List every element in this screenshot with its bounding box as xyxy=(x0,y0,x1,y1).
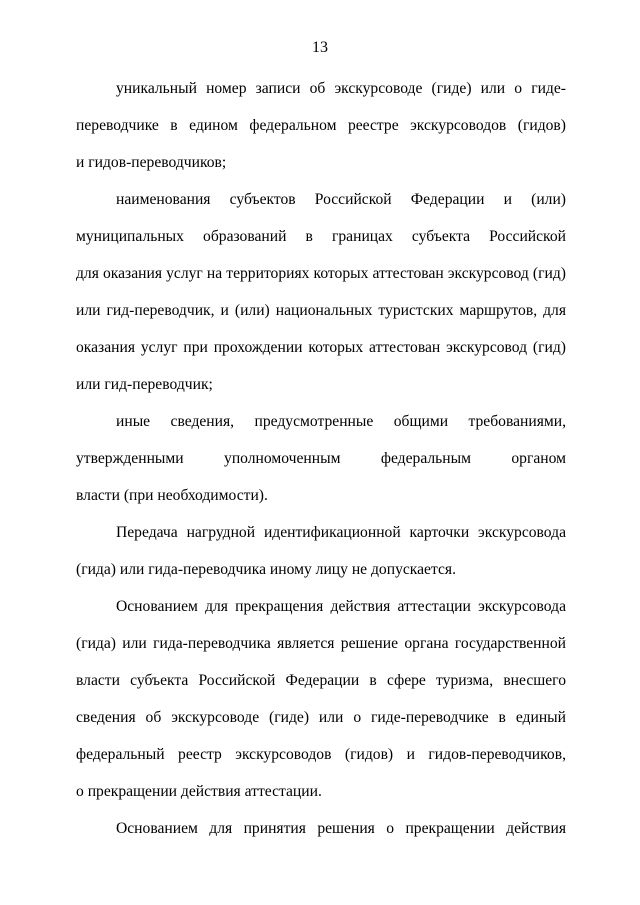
text-line: для оказания услуг на территориях которых аттестован экскурсовод (гид) xyxy=(76,265,566,282)
paragraph-registry-number xyxy=(76,70,566,181)
text-line: наименования субъектов Российской Федерации и (или) xyxy=(116,191,566,208)
paragraph-decision-grounds xyxy=(76,810,566,847)
text-line: переводчике в едином федеральном реестре экскурсоводов (гидов) xyxy=(76,117,566,134)
text-line: Передача нагрудной идентификационной карточки экскурсовода xyxy=(116,524,566,541)
paragraph-card-transfer xyxy=(76,514,566,588)
text-line: или гид-переводчик, и (или) национальных туристских маршрутов, для xyxy=(76,302,566,319)
text-line: муниципальных образований в границах субъекта Российской xyxy=(76,228,566,245)
text-line: власти субъекта Российской Федерации в сфере туризма, внесшего xyxy=(76,672,566,689)
text-line: о прекращении действия аттестации. xyxy=(76,783,322,800)
paragraph-other-info xyxy=(76,403,566,514)
text-line: Основанием для принятия решения о прекращении действия xyxy=(116,820,566,837)
page-number: 13 xyxy=(312,39,328,56)
paragraph-subjects-names xyxy=(76,181,566,403)
text-line: или гид-переводчик; xyxy=(76,376,213,393)
text-line: сведения об экскурсоводе (гиде) или о гиде-переводчике в единый xyxy=(76,709,566,726)
text-line: утвержденными уполномоченным федеральным органом xyxy=(76,450,566,467)
text-line: (гида) или гида-переводчика иному лицу не допускается. xyxy=(76,561,456,578)
text-line: и гидов-переводчиков; xyxy=(76,154,227,171)
text-line: власти (при необходимости). xyxy=(76,487,268,504)
text-line: (гида) или гида-переводчика является решение органа государственной xyxy=(76,635,566,652)
text-line: Основанием для прекращения действия аттестации экскурсовода xyxy=(116,598,566,615)
text-line: иные сведения, предусмотренные общими требованиями, xyxy=(116,413,566,430)
text-line: уникальный номер записи об экскурсоводе (гиде) или о гиде- xyxy=(116,80,566,97)
paragraph-termination-grounds xyxy=(76,588,566,810)
text-line: федеральный реестр экскурсоводов (гидов) и гидов-переводчиков, xyxy=(76,746,566,763)
document-body xyxy=(76,70,566,847)
text-line: оказания услуг при прохождении которых аттестован экскурсовод (гид) xyxy=(76,339,566,356)
